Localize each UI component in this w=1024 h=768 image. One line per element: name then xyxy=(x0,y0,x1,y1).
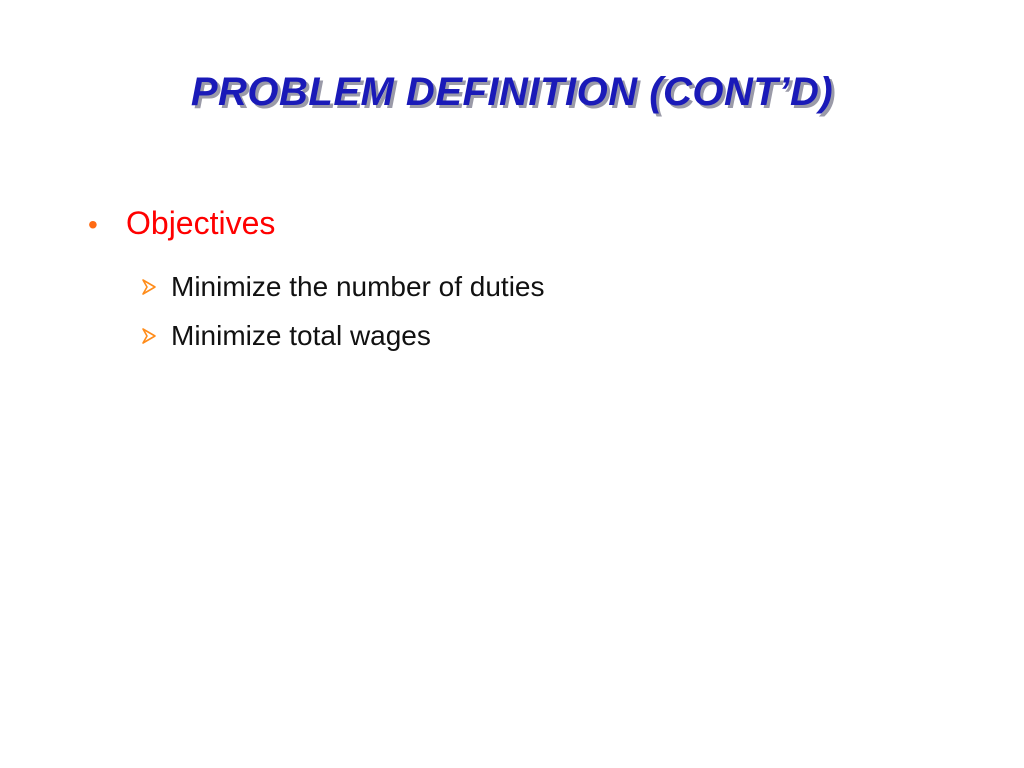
sub-bullet-label: Minimize total wages xyxy=(171,319,431,351)
bullet-label: Objectives xyxy=(126,205,276,241)
arrow-right-icon xyxy=(140,326,171,346)
sub-bullet-label: Minimize the number of duties xyxy=(171,270,545,302)
arrow-right-icon xyxy=(140,277,171,297)
bullet-objectives xyxy=(88,205,275,242)
sub-bullet-item xyxy=(140,262,545,311)
slide-title: PROBLEM DEFINITION (CONT’D) xyxy=(190,70,834,114)
bullet-marker: • xyxy=(88,209,98,240)
sub-bullet-list xyxy=(140,262,545,360)
sub-bullet-item xyxy=(140,311,545,360)
